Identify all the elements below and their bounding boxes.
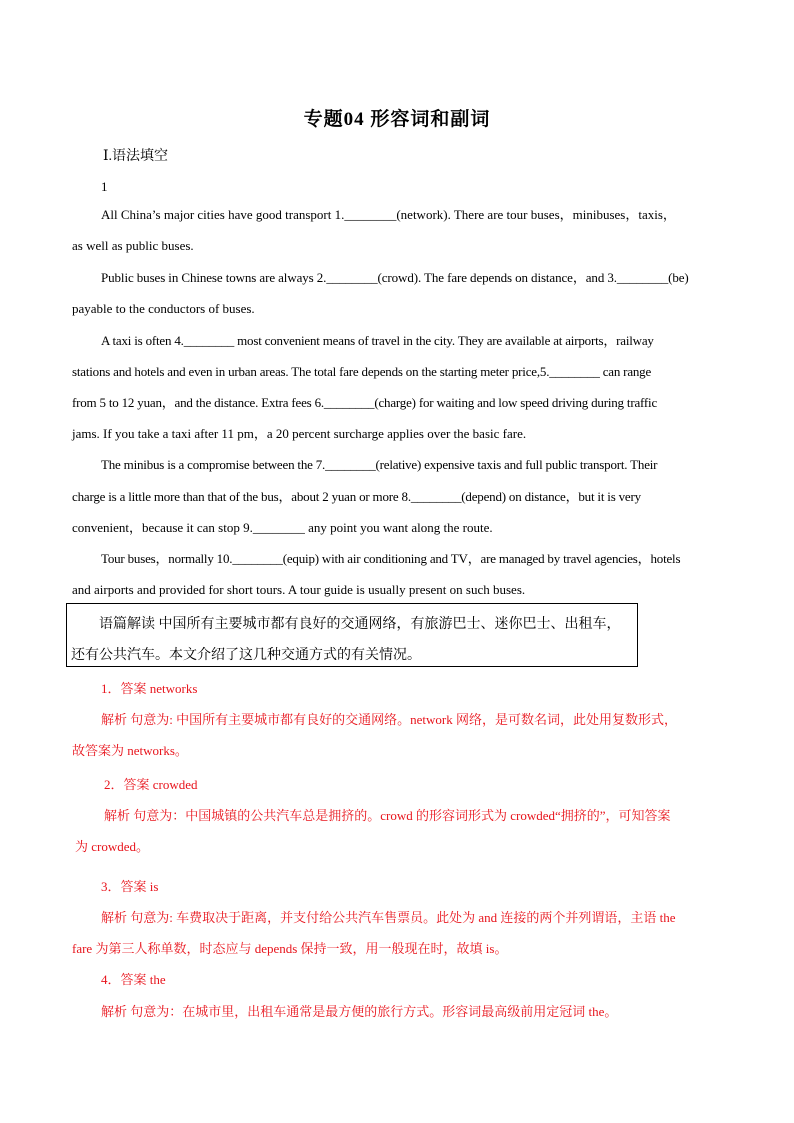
summary-box xyxy=(66,603,638,667)
answer-explanation: 解析 句意为: 车费取决于距离，并支付给公共汽车售票员。此处为 and 连接的两个并列谓语，主语 the xyxy=(101,910,676,925)
page-title: 专题04 形容词和副词 xyxy=(303,109,491,130)
passage-line: Tour buses，normally 10.________(equip) with air conditioning and TV，are managed by travel agencies，hotels xyxy=(101,551,681,566)
answer-label: 2．答案 crowded xyxy=(104,777,198,792)
answer-label: 1．答案 networks xyxy=(101,681,198,696)
section-heading: Ⅰ.语法填空 xyxy=(103,149,169,164)
passage-line: charge is a little more than that of the bus，about 2 yuan or more 8.________(depend) on distance，but it is very xyxy=(72,489,641,504)
passage-line: jams. If you take a taxi after 11 pm，a 20 percent surcharge applies over the basic fare. xyxy=(72,426,527,441)
question-number: 1 xyxy=(101,179,108,194)
summary-line: 还有公共汽车。本文介绍了这几种交通方式的有关情况。 xyxy=(71,648,421,663)
passage-line: as well as public buses. xyxy=(72,238,194,253)
summary-line: 语篇解读 中国所有主要城市都有良好的交通网络，有旅游巴士、迷你巴士、出租车， xyxy=(99,617,621,632)
passage-line: A taxi is often 4.________ most convenient means of travel in the city. They are available at airports，railway xyxy=(101,333,654,348)
passage-line: The minibus is a compromise between the 7.________(relative) expensive taxis and full public transport. Their xyxy=(101,457,658,472)
answer-explanation: fare 为第三人称单数，时态应与 depends 保持一致，用一般现在时，故填 is。 xyxy=(72,941,508,956)
answer-explanation: 为 crowded。 xyxy=(75,839,150,854)
answer-label: 3．答案 is xyxy=(101,879,159,894)
passage-line: Public buses in Chinese towns are always 2.________(crowd). The fare depends on distance，and 3.________(be) xyxy=(101,270,689,285)
answer-explanation: 解析 句意为：在城市里，出租车通常是最方便的旅行方式。形容词最高级前用定冠词 the。 xyxy=(101,1004,618,1019)
passage-line: All China’s major cities have good transport 1.________(network). There are tour buses，minibuses，taxis， xyxy=(101,207,676,222)
passage-line: from 5 to 12 yuan，and the distance. Extra fees 6.________(charge) for waiting and low speed driving during traffic xyxy=(72,395,658,410)
answer-explanation: 解析 句意为: 中国所有主要城市都有良好的交通网络。network 网络，是可数名词，此处用复数形式， xyxy=(101,712,677,727)
passage-line: payable to the conductors of buses. xyxy=(72,301,255,316)
answer-label: 4．答案 the xyxy=(101,972,166,987)
passage-line: and airports and provided for short tours. A tour guide is usually present on such buses. xyxy=(72,582,526,597)
passage-line: stations and hotels and even in urban areas. The total fare depends on the starting meter price,5.________ can range xyxy=(72,364,652,379)
passage-line: convenient，because it can stop 9.________ any point you want along the route. xyxy=(72,520,493,535)
answer-explanation: 解析 句意为：中国城镇的公共汽车总是拥挤的。crowd 的形容词形式为 crowded“拥挤的”，可知答案 xyxy=(104,808,671,823)
answer-explanation: 故答案为 networks。 xyxy=(72,743,188,758)
